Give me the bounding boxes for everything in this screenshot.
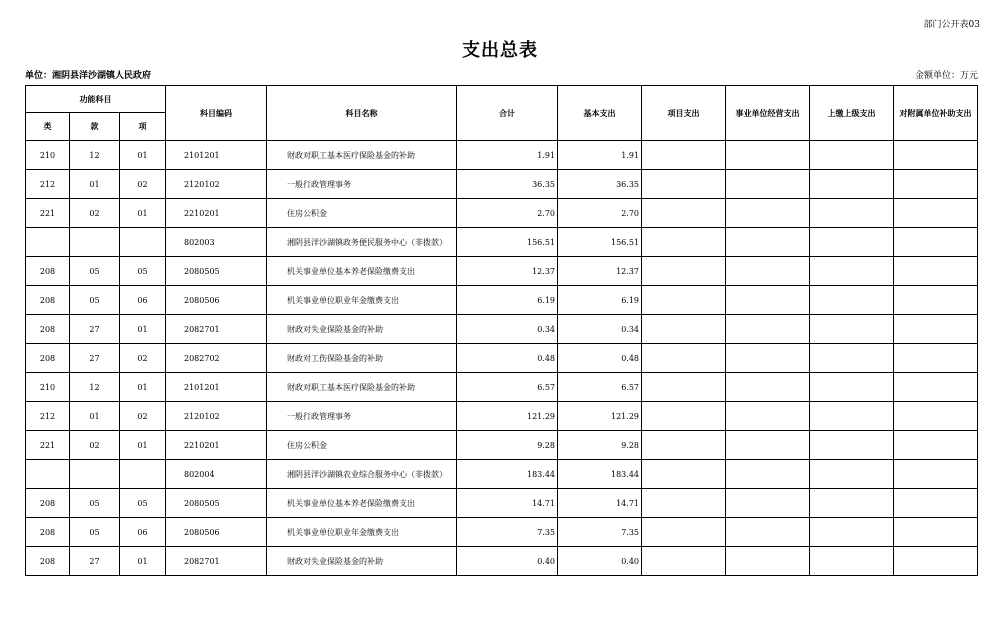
cell-total: 36.35 (457, 170, 558, 199)
cell-code: 2082701 (166, 315, 267, 344)
cell-total: 183.44 (457, 460, 558, 489)
table-row (26, 402, 978, 431)
cell-subsidy (894, 286, 978, 315)
cell-upper (810, 228, 894, 257)
cell-code: 2080505 (166, 257, 267, 286)
cell-upper (810, 431, 894, 460)
cell-subsidy (894, 344, 978, 373)
cell-code: 802003 (166, 228, 267, 257)
basic-header: 基本支出 (558, 86, 642, 141)
cell-operating (726, 460, 810, 489)
cell-xiang: 01 (120, 315, 166, 344)
cell-name: 住房公积金 (267, 199, 457, 228)
cell-name: 一般行政管理事务 (267, 170, 457, 199)
cell-total: 7.35 (457, 518, 558, 547)
cell-total: 0.40 (457, 547, 558, 576)
unit-label: 单位：湘阴县洋沙湖镇人民政府 (25, 71, 152, 81)
subsidy-header: 对附属单位补助支出 (894, 86, 978, 141)
cell-basic: 156.51 (558, 228, 642, 257)
cell-xiang: 02 (120, 402, 166, 431)
cell-xiang: 01 (120, 199, 166, 228)
cell-name: 财政对职工基本医疗保险基金的补助 (267, 373, 457, 402)
cell-operating (726, 489, 810, 518)
cell-operating (726, 431, 810, 460)
cell-subsidy (894, 199, 978, 228)
cell-basic: 14.71 (558, 489, 642, 518)
cell-basic: 2.70 (558, 199, 642, 228)
cell-upper (810, 373, 894, 402)
cell-lei (26, 228, 70, 257)
cell-lei: 210 (26, 141, 70, 170)
cell-subsidy (894, 431, 978, 460)
cell-xiang: 06 (120, 518, 166, 547)
cell-upper (810, 257, 894, 286)
cell-upper (810, 402, 894, 431)
cell-kuan: 02 (70, 199, 120, 228)
cell-operating (726, 373, 810, 402)
cell-kuan: 05 (70, 286, 120, 315)
cell-project (642, 460, 726, 489)
func-subject-header: 功能科目 (26, 86, 166, 113)
cell-name: 机关事业单位基本养老保险缴费支出 (267, 489, 457, 518)
cell-operating (726, 547, 810, 576)
cell-xiang: 05 (120, 257, 166, 286)
table-row (26, 431, 978, 460)
cell-basic: 12.37 (558, 257, 642, 286)
cell-kuan: 27 (70, 344, 120, 373)
cell-upper (810, 489, 894, 518)
cell-project (642, 257, 726, 286)
cell-name: 财政对工伤保险基金的补助 (267, 344, 457, 373)
cell-xiang: 02 (120, 344, 166, 373)
cell-lei: 221 (26, 431, 70, 460)
cell-subsidy (894, 141, 978, 170)
upper-header: 上缴上级支出 (810, 86, 894, 141)
cell-kuan: 05 (70, 489, 120, 518)
cell-upper (810, 141, 894, 170)
cell-lei: 221 (26, 199, 70, 228)
table-row (26, 257, 978, 286)
project-header: 项目支出 (642, 86, 726, 141)
cell-code: 2080505 (166, 489, 267, 518)
cell-project (642, 199, 726, 228)
cell-basic: 6.57 (558, 373, 642, 402)
cell-name: 一般行政管理事务 (267, 402, 457, 431)
table-row (26, 141, 978, 170)
cell-upper (810, 286, 894, 315)
cell-project (642, 489, 726, 518)
table-row (26, 373, 978, 402)
cell-code: 2080506 (166, 286, 267, 315)
cell-code: 2080506 (166, 518, 267, 547)
cell-subsidy (894, 315, 978, 344)
cell-basic: 121.29 (558, 402, 642, 431)
cell-xiang: 01 (120, 431, 166, 460)
cell-project (642, 431, 726, 460)
cell-lei (26, 460, 70, 489)
cell-total: 1.91 (457, 141, 558, 170)
cell-operating (726, 286, 810, 315)
cell-basic: 36.35 (558, 170, 642, 199)
name-header: 科目名称 (267, 86, 457, 141)
cell-project (642, 344, 726, 373)
cell-lei: 212 (26, 402, 70, 431)
cell-lei: 208 (26, 315, 70, 344)
code-header: 科目编码 (166, 86, 267, 141)
cell-operating (726, 199, 810, 228)
cell-basic: 183.44 (558, 460, 642, 489)
operating-header: 事业单位经营支出 (726, 86, 810, 141)
cell-subsidy (894, 547, 978, 576)
cell-basic: 6.19 (558, 286, 642, 315)
table-row (26, 489, 978, 518)
cell-xiang (120, 228, 166, 257)
cell-project (642, 547, 726, 576)
cell-total: 9.28 (457, 431, 558, 460)
cell-subsidy (894, 373, 978, 402)
cell-code: 2210201 (166, 199, 267, 228)
cell-total: 0.48 (457, 344, 558, 373)
cell-upper (810, 547, 894, 576)
xiang-header: 项 (120, 113, 166, 141)
cell-total: 6.57 (457, 373, 558, 402)
cell-lei: 208 (26, 547, 70, 576)
cell-code: 2082702 (166, 344, 267, 373)
cell-lei: 208 (26, 344, 70, 373)
cell-operating (726, 518, 810, 547)
money-unit-label: 金额单位：万元 (914, 71, 978, 81)
table-row (26, 547, 978, 576)
cell-operating (726, 170, 810, 199)
cell-project (642, 228, 726, 257)
cell-project (642, 286, 726, 315)
cell-subsidy (894, 228, 978, 257)
cell-kuan: 01 (70, 170, 120, 199)
cell-code: 2120102 (166, 402, 267, 431)
cell-name: 住房公积金 (267, 431, 457, 460)
cell-total: 14.71 (457, 489, 558, 518)
cell-code: 2101201 (166, 373, 267, 402)
cell-project (642, 170, 726, 199)
cell-kuan (70, 460, 120, 489)
cell-xiang: 01 (120, 141, 166, 170)
cell-kuan: 05 (70, 518, 120, 547)
cell-kuan (70, 228, 120, 257)
cell-xiang: 02 (120, 170, 166, 199)
kuan-header: 款 (70, 113, 120, 141)
cell-basic: 1.91 (558, 141, 642, 170)
cell-total: 121.29 (457, 402, 558, 431)
table-row (26, 170, 978, 199)
cell-total: 2.70 (457, 199, 558, 228)
page-title: 支出总表 (462, 40, 538, 61)
cell-lei: 212 (26, 170, 70, 199)
cell-kuan: 27 (70, 315, 120, 344)
form-number: 部门公开表03 (923, 20, 980, 30)
cell-xiang: 06 (120, 286, 166, 315)
cell-kuan: 01 (70, 402, 120, 431)
cell-operating (726, 315, 810, 344)
lei-header: 类 (26, 113, 70, 141)
cell-upper (810, 199, 894, 228)
cell-project (642, 315, 726, 344)
cell-name: 财政对职工基本医疗保险基金的补助 (267, 141, 457, 170)
cell-subsidy (894, 170, 978, 199)
cell-subsidy (894, 402, 978, 431)
cell-upper (810, 344, 894, 373)
cell-basic: 0.40 (558, 547, 642, 576)
cell-name: 财政对失业保险基金的补助 (267, 315, 457, 344)
cell-lei: 208 (26, 257, 70, 286)
cell-project (642, 518, 726, 547)
table-row (26, 199, 978, 228)
table-row (26, 286, 978, 315)
cell-project (642, 141, 726, 170)
table-row (26, 315, 978, 344)
table-body (26, 141, 978, 576)
cell-xiang: 01 (120, 547, 166, 576)
cell-subsidy (894, 257, 978, 286)
cell-kuan: 02 (70, 431, 120, 460)
cell-project (642, 373, 726, 402)
cell-upper (810, 170, 894, 199)
cell-name: 湘阴县洋沙湖镇农业综合服务中心（非拨款） (267, 460, 457, 489)
cell-operating (726, 257, 810, 286)
cell-xiang: 01 (120, 373, 166, 402)
cell-kuan: 27 (70, 547, 120, 576)
cell-basic: 9.28 (558, 431, 642, 460)
cell-total: 0.34 (457, 315, 558, 344)
table-row (26, 228, 978, 257)
cell-basic: 0.34 (558, 315, 642, 344)
cell-lei: 208 (26, 286, 70, 315)
cell-operating (726, 228, 810, 257)
cell-operating (726, 344, 810, 373)
table-row (26, 518, 978, 547)
cell-lei: 210 (26, 373, 70, 402)
cell-lei: 208 (26, 489, 70, 518)
cell-code: 2082701 (166, 547, 267, 576)
table-row (26, 344, 978, 373)
cell-name: 机关事业单位职业年金缴费支出 (267, 286, 457, 315)
cell-upper (810, 518, 894, 547)
cell-project (642, 402, 726, 431)
cell-name: 机关事业单位基本养老保险缴费支出 (267, 257, 457, 286)
cell-upper (810, 460, 894, 489)
cell-total: 156.51 (457, 228, 558, 257)
cell-total: 12.37 (457, 257, 558, 286)
cell-subsidy (894, 518, 978, 547)
cell-kuan: 12 (70, 141, 120, 170)
cell-kuan: 05 (70, 257, 120, 286)
expenditure-table (25, 85, 978, 576)
cell-name: 机关事业单位职业年金缴费支出 (267, 518, 457, 547)
cell-code: 2101201 (166, 141, 267, 170)
cell-xiang: 05 (120, 489, 166, 518)
cell-operating (726, 402, 810, 431)
cell-upper (810, 315, 894, 344)
cell-name: 财政对失业保险基金的补助 (267, 547, 457, 576)
cell-kuan: 12 (70, 373, 120, 402)
cell-subsidy (894, 460, 978, 489)
table-row (26, 460, 978, 489)
cell-operating (726, 141, 810, 170)
cell-basic: 7.35 (558, 518, 642, 547)
cell-subsidy (894, 489, 978, 518)
cell-code: 2120102 (166, 170, 267, 199)
cell-name: 湘阴县洋沙湖镇政务便民服务中心（非拨款） (267, 228, 457, 257)
cell-code: 2210201 (166, 431, 267, 460)
total-header: 合计 (457, 86, 558, 141)
cell-lei: 208 (26, 518, 70, 547)
cell-xiang (120, 460, 166, 489)
cell-total: 6.19 (457, 286, 558, 315)
cell-basic: 0.48 (558, 344, 642, 373)
cell-code: 802004 (166, 460, 267, 489)
